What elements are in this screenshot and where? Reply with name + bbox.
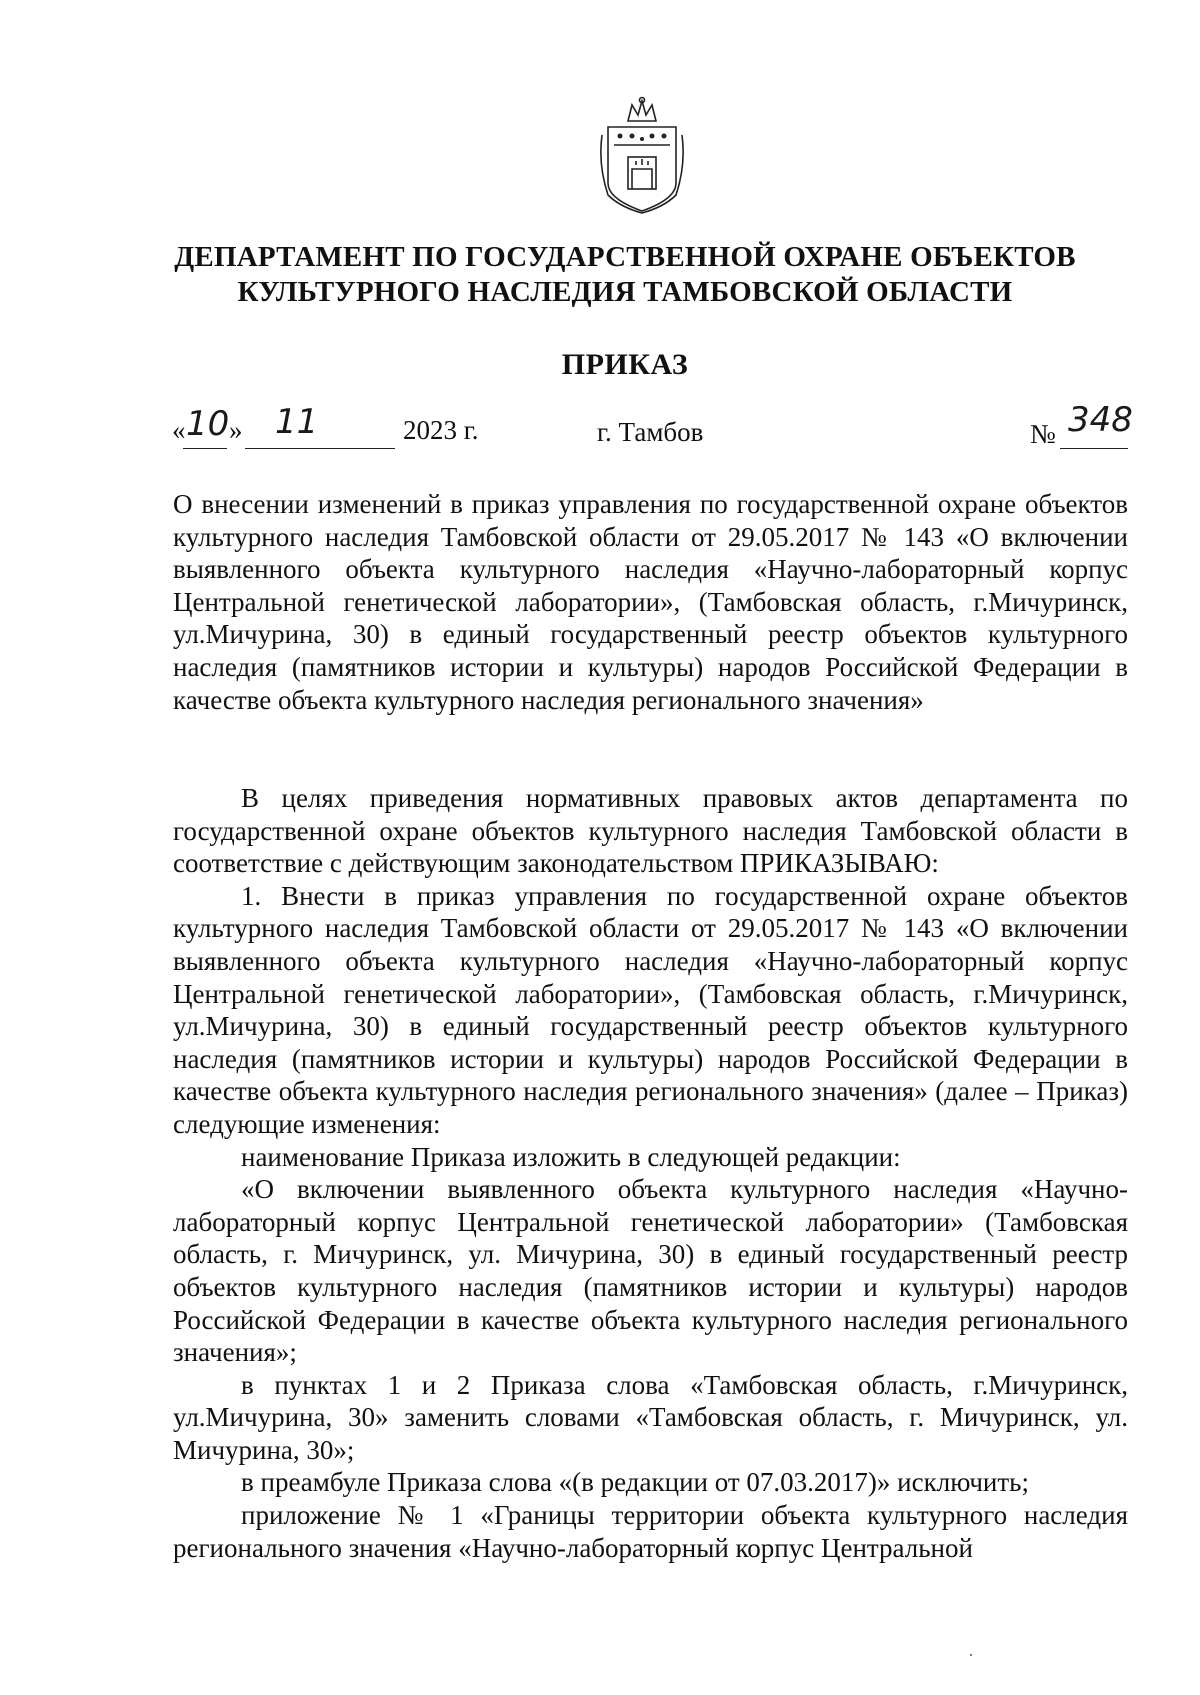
close-quote: »: [229, 415, 243, 445]
month-underline: [245, 448, 395, 449]
date-month: 11: [275, 402, 319, 442]
change-1-text: «О включении выявленного объекта культурного наследия «Научно-лабораторный корпус Центральной генетической лаборатории» (Тамбовская область, г. Мичуринск, ул. Мичурина, 30) в единый государственный реестр объектов культурного наследия (памятников истории и культуры) народов Российской Федерации в качестве объекта культурного наследия регионального значения»;: [173, 1174, 1128, 1368]
department-name: [150, 240, 1100, 310]
change-1-intro: наименование Приказа изложить в следующей редакции:: [241, 1141, 901, 1172]
open-quote: «: [172, 415, 186, 445]
coat-of-arms-icon: [598, 95, 686, 215]
city: г. Тамбов: [597, 417, 704, 447]
scan-speck: [970, 1654, 972, 1656]
number-underline: [1060, 448, 1128, 449]
body-text: [173, 782, 1128, 1564]
department-line-2: КУЛЬТУРНОГО НАСЛЕДИЯ ТАМБОВСКОЙ ОБЛАСТИ: [237, 276, 1013, 308]
item-1-paragraph: 1. Внести в приказ управления по государственной охране объектов культурного наследия Тамбовской области от 29.05.2017 № 143 «О включении выявленного объекта культурного наследия «Научно-лабораторный корпус Центральной генетической лаборатории», (Тамбовская область, г.Мичуринск, ул.Мичурина, 30) в единый государственный реестр объектов культурного наследия (памятников истории и культуры) народов Российской Федерации в качестве объекта культурного наследия регионального значения» (далее – Приказ) следующие изменения:: [173, 880, 1128, 1139]
day-underline: [183, 448, 227, 449]
preamble-paragraph: В целях приведения нормативных правовых актов департамента по государственной охране объектов культурного наследия Тамбовской области в соответствие с действующим законодательством ПРИКАЗЫВАЮ:: [173, 783, 1128, 879]
document-title: ПРИКАЗ: [561, 348, 689, 381]
change-2-paragraph: в пунктах 1 и 2 Приказа слова «Тамбовская область, г.Мичуринск, ул.Мичурина, 30» заменить словами «Тамбовская область, г. Мичуринск, ул. Мичурина, 30»;: [173, 1369, 1128, 1465]
change-4-paragraph: приложение № 1 «Границы территории объекта культурного наследия регионального значения «Научно-лабораторный корпус Центральной: [173, 1500, 1128, 1563]
department-line-1: ДЕПАРТАМЕНТ ПО ГОСУДАРСТВЕННОЙ ОХРАНЕ ОБЪЕКТОВ: [174, 241, 1076, 273]
subject-block: [173, 488, 1128, 716]
number-sign: №: [1030, 419, 1056, 449]
date-number-line: [0, 400, 1200, 462]
date-year: 2023 г.: [403, 415, 479, 445]
subject-text: О внесении изменений в приказ управления по государственной охране объектов культурного наследия Тамбовской области от 29.05.2017 № 143 «О включении выявленного объекта культурного наследия «Научно-лабораторный корпус Центральной генетической лаборатории», (Тамбовская область, г.Мичуринск, ул.Мичурина, 30) в единый государственный реестр объектов культурного наследия (памятников истории и культуры) народов Российской Федерации в качестве объекта культурного наследия регионального значения»: [173, 489, 1128, 715]
date-day: 10: [186, 404, 230, 444]
document-number: 348: [1068, 400, 1133, 440]
change-3-paragraph: в преамбуле Приказа слова «(в редакции от 07.03.2017)» исключить;: [241, 1467, 1029, 1498]
